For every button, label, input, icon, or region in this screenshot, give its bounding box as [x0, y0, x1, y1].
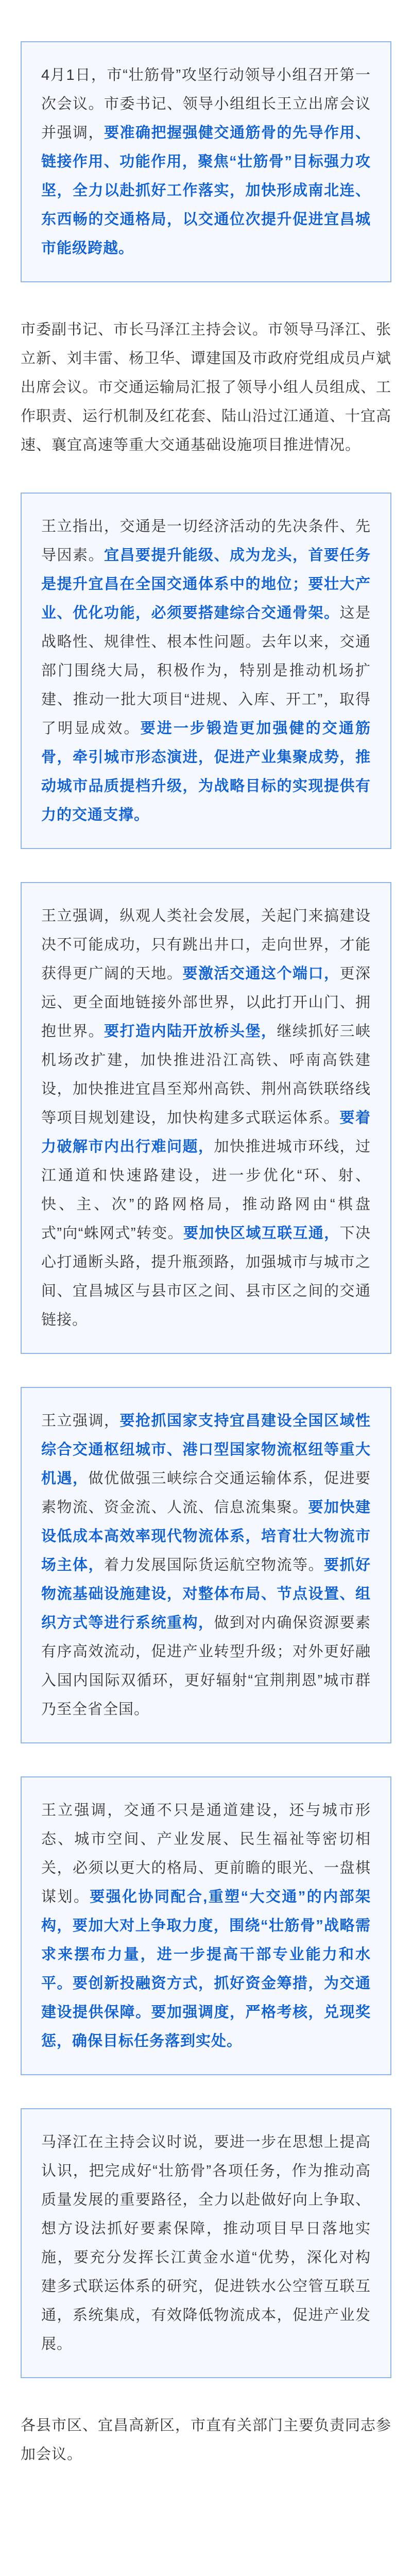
open-text-5: 下决心打通断头路，提升瓶颈路，加强城市与城市之间、宜昌城区与县市区之间、县市区之间的交通链接。 — [41, 1225, 371, 1328]
summary-paragraph — [41, 61, 371, 263]
mayor-remarks-text: 马泽江在主持会议时说，要进一步在思想上提高认识，把完成好“壮筋骨”各项任务，作为推动高质量发展的重要路径，全力以赴做好向上争取、想方设法抓好要素保障，推动项目早日落地实施，要充分发挥长江黄金水道“优势，深化对构建多式联运体系的研究，促进铁水公空管互联互通，系统集成，有效降低物流成本，促进产业发展。 — [41, 2134, 371, 2352]
open-text-3: 继续抓好三峡机场改扩建，加快推进沿江高铁、呼南高铁建设，加快推进宜昌至郑州高铁、荆州高铁联络线等项目规划建设，加快构建多式联运体系。 — [41, 1023, 371, 1126]
transport-role-card — [21, 493, 391, 849]
mayor-remarks-paragraph — [41, 2128, 371, 2359]
open-text-2: 更深远、更全面地链接外部世界，以此打开山门、拥抱世界。 — [41, 965, 371, 1040]
logistics-text-4: 做到对内确保资源要素有序高效流动，促进产业转型升级；对外更好融入国内国际双循环，更好辐射“宜荆荆恩”城市群乃至全省全国。 — [41, 1615, 371, 1718]
meeting-paragraph — [21, 315, 391, 460]
logistics-paragraph — [41, 1406, 371, 1724]
summary-highlight: 要准确把握强健交通筋骨的先导作用、链接作用、功能作用，聚焦“壮筋骨”目标强力攻坚，全力以赴抓好工作落实，加快形成南北连、东西畅的交通格局，以交通位次提升促进宜昌城市能级跨越。 — [41, 125, 371, 257]
meeting-info — [21, 315, 391, 460]
logistics-highlight-1: 要抢抓国家支持宜昌建设全国区域性综合交通枢纽城市、港口型国家物流枢纽等重大机遇， — [41, 1413, 371, 1487]
open-highlight-4: 要加快区域互联互通， — [183, 1225, 340, 1242]
coordination-highlight: 要强化协同配合,重塑“大交通”的内部架构，要加大对上争取力度，围绕“壮筋骨”战略需求来摆布力量，进一步提高干部专业能力和水平。要创新投融资方式，抓好资金筹措，为交通建设提供保障。要加强调度，严格考核，兑现奖惩，确保目标任务落到实处。 — [41, 1889, 371, 2049]
logistics-highlight-2: 要加快建设低成本高效率现代物流体系，培育壮大物流市场主体， — [41, 1499, 371, 1573]
summary-card — [21, 41, 391, 282]
transport-role-paragraph — [41, 512, 371, 829]
attendees-text: 各县市区、宜昌高新区，市直有关部门主要负责同志参加会议。 — [21, 2417, 392, 2463]
mayor-remarks-card — [21, 2108, 391, 2378]
open-text-1: 王立强调，纵观人类社会发展，关起门来搞建设决不可能成功，只有跳出井口，走向世界，才能获得更广阔的天地。 — [41, 908, 371, 982]
logistics-text-2: 做优做强三峡综合交通运输体系，促进要素物流、资金流、人流、信息流集聚。 — [41, 1470, 371, 1516]
attendees-paragraph — [21, 2411, 391, 2469]
attendees-note — [21, 2411, 391, 2469]
logistics-text-3: 着力发展国际货运航空物流等。 — [104, 1557, 324, 1573]
logistics-card — [21, 1387, 391, 1743]
meeting-text: 市委副书记、市长马泽江主持会议。市领导马泽江、张立新、刘丰雷、杨卫华、谭建国及市政府党组成员卢斌出席会议。市交通运输局汇报了领导小组人员组成、工作职责、运行机制及红花套、陆山沿过江通道、十宜高速、襄宜高速等重大交通基础设施项目推进情况。 — [21, 321, 392, 453]
coordination-paragraph — [41, 1796, 371, 2056]
coordination-text: 王立强调，交通不只是通道建设，还与城市形态、城市空间、产业发展、民生福祉等密切相关，必须以更大的格局、更前瞻的眼光、一盘棋谋划。 — [41, 1802, 371, 1905]
open-world-card — [21, 882, 391, 1354]
role-highlight-1: 宜昌要提升能级、成为龙头，首要任务是提升宜昌在全国交通体系中的地位；要壮大产业、优化功能，必须要搭建综合交通骨架。 — [41, 547, 371, 621]
open-text-4: 加快推进城市环线，过江通道和快速路建设，进一步优化“环、射、快、主、次”的路网格局，推动路网由“棋盘式”向“蛛网式”转变。 — [41, 1139, 371, 1242]
open-highlight-3: 要着力破解市内出行难问题， — [41, 1110, 371, 1155]
role-text-2: 这是战略性、规律性、根本性问题。去年以来，交通部门围绕大局，积极作为，特别是推动机场扩建、推动一批大项目“进规、入库、开工”，取得了明显成效。 — [41, 605, 371, 737]
logistics-highlight-3: 要抓好物流基础设施建设，对整体布局、节点设置、组织方式等进行系统重构， — [41, 1557, 371, 1631]
open-highlight-2: 要打造内陆开放桥头堡， — [104, 1023, 277, 1040]
role-highlight-2: 要进一步锻造更加强健的交通筋骨，牵引城市形态演进，促进产业集聚成势，推动城市品质提档升级，为战略目标的实现提供有力的交通支撑。 — [41, 720, 371, 823]
coordination-card — [21, 1776, 391, 2075]
logistics-text-1: 王立强调， — [41, 1413, 120, 1429]
open-highlight-1: 要激活交通这个端口， — [182, 965, 340, 982]
open-world-paragraph — [41, 902, 371, 1334]
role-text-1: 王立指出，交通是一切经济活动的先决条件、先导因素。 — [41, 518, 371, 564]
summary-text: 4月1日，市“壮筋骨”攻坚行动领导小组召开第一次会议。市委书记、领导小组组长王立出席会议并强调， — [41, 67, 371, 141]
